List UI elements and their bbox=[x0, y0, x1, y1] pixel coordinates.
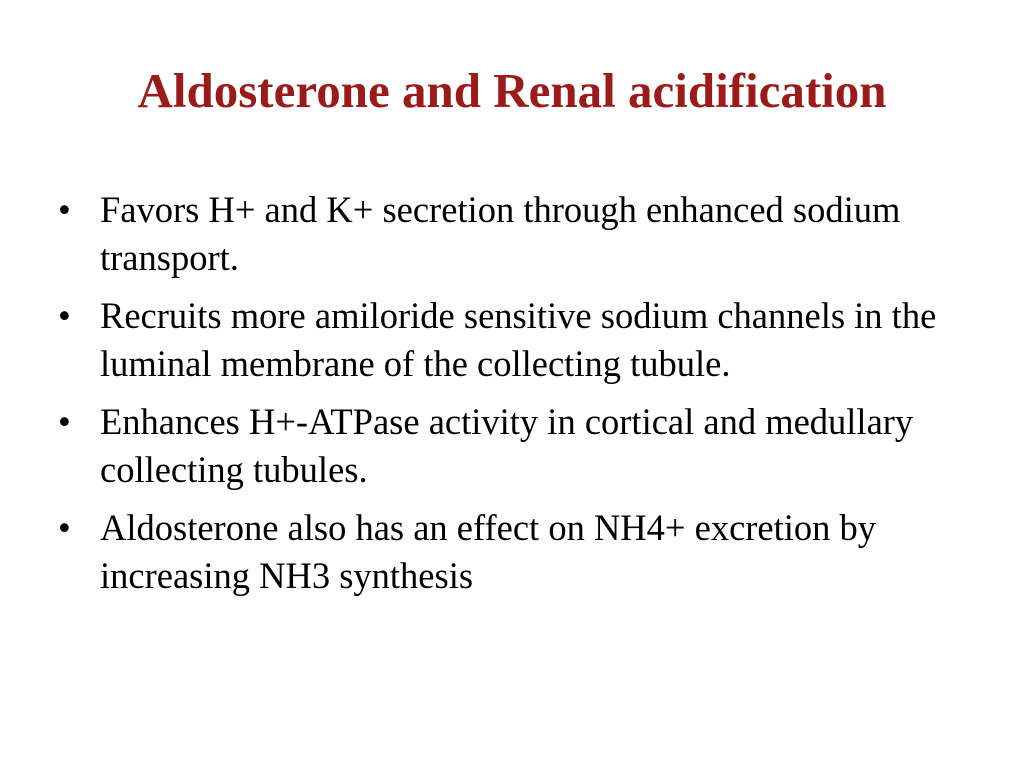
bullet-list bbox=[58, 186, 978, 610]
bullet-marker: • bbox=[58, 295, 71, 336]
bullet-item bbox=[58, 504, 978, 600]
bullet-text: Enhances H+-ATPase activity in cortical and medullary collecting tubules. bbox=[100, 401, 914, 490]
bullet-item bbox=[58, 186, 978, 282]
bullet-text: Favors H+ and K+ secretion through enhanced sodium transport. bbox=[100, 189, 901, 278]
bullet-text: Recruits more amiloride sensitive sodium channels in the luminal membrane of the collecting tubule. bbox=[100, 295, 937, 384]
bullet-marker: • bbox=[58, 189, 71, 230]
bullet-item bbox=[58, 398, 978, 494]
bullet-item bbox=[58, 292, 978, 388]
slide-title: Aldosterone and Renal acidification bbox=[137, 63, 887, 118]
bullet-marker: • bbox=[58, 507, 71, 548]
bullet-marker: • bbox=[58, 401, 71, 442]
bullet-text: Aldosterone also has an effect on NH4+ excretion by increasing NH3 synthesis bbox=[100, 507, 877, 596]
